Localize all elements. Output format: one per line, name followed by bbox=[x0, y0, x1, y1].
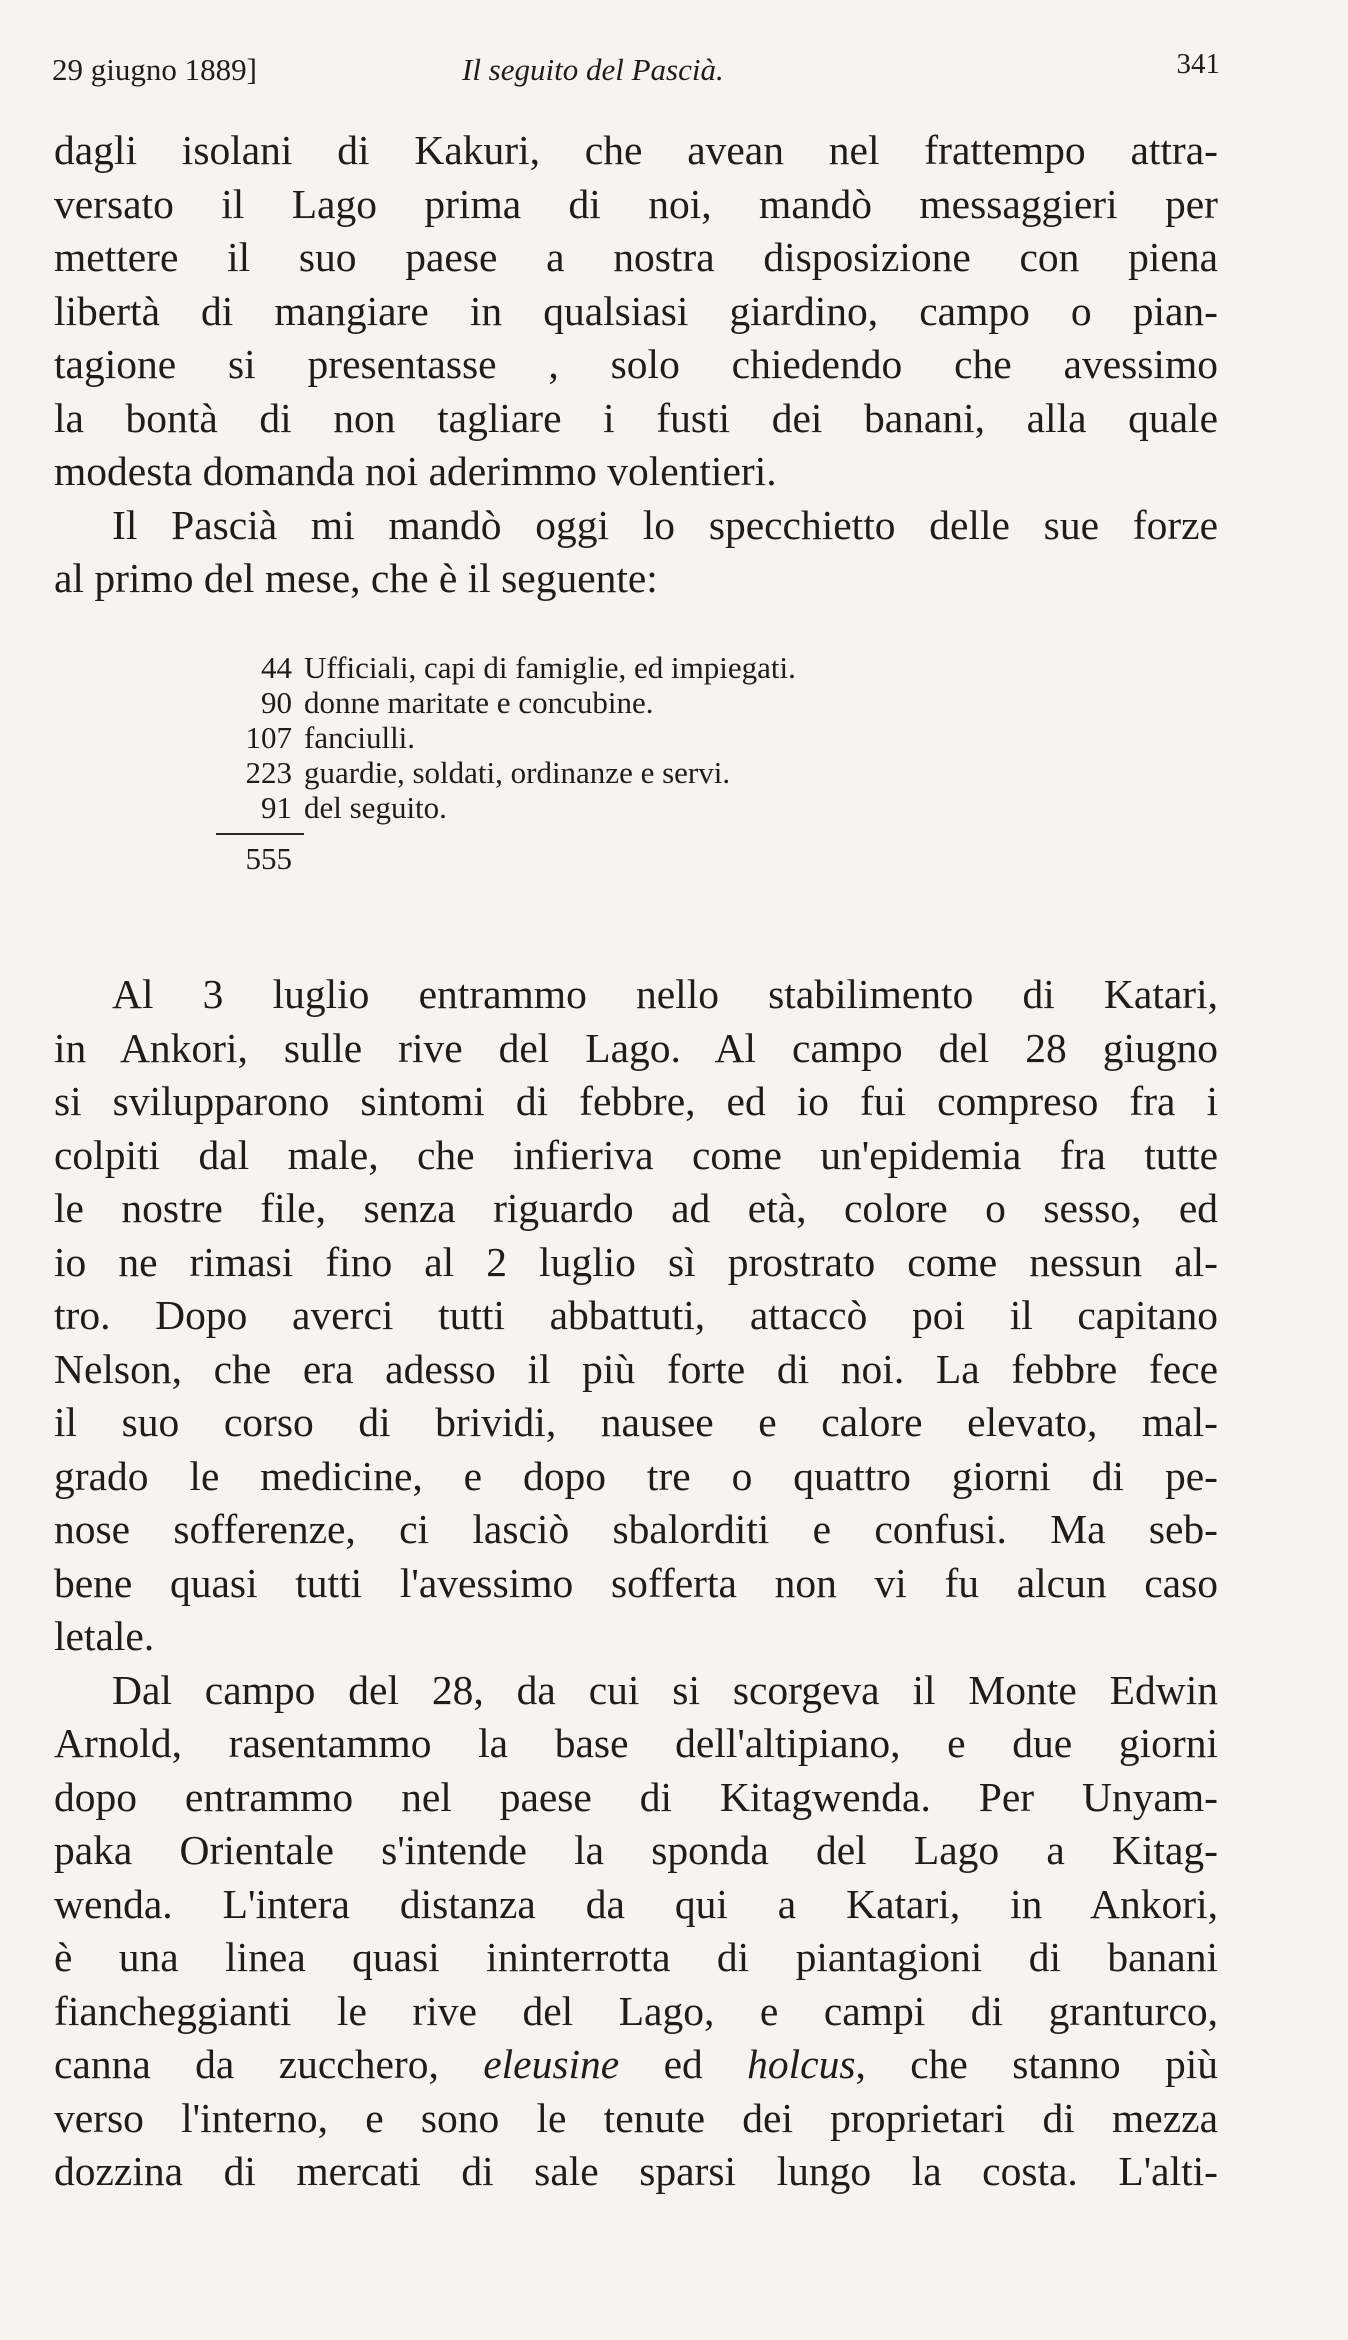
text-line: le nostre file, senza riguardo ad età, colore o sesso, ed bbox=[54, 1185, 1218, 1231]
text-line-with-italics bbox=[54, 2038, 1218, 2092]
text-line: modesta domanda noi aderimmo volentieri. bbox=[54, 448, 777, 494]
table-row bbox=[216, 720, 1036, 755]
text-line: Il Pascià mi mandò oggi lo specchietto delle sue forze bbox=[112, 501, 1218, 548]
text-line: io ne rimasi fino al 2 luglio sì prostrato come nessun al- bbox=[54, 1238, 1218, 1285]
text-line: il suo corso di brividi, nausee e calore elevato, mal- bbox=[54, 1399, 1218, 1445]
row-count: 44 bbox=[261, 650, 292, 685]
total-count: 555 bbox=[245, 841, 292, 876]
row-count: 223 bbox=[245, 755, 292, 790]
text-run: ed bbox=[619, 2041, 748, 2087]
text-line: Dal campo del 28, da cui si scorgeva il Monte Edwin bbox=[112, 1666, 1218, 1713]
text-line: Arnold, rasentammo la base dell'altipiano, e due giorni bbox=[54, 1720, 1218, 1766]
body-text-continued bbox=[54, 968, 1218, 2199]
row-description: Ufficiali, capi di famiglie, ed impiegati. bbox=[304, 650, 796, 685]
text-line: tagione si presentasse , solo chiedendo che avessimo bbox=[54, 341, 1218, 387]
row-description: fanciulli. bbox=[304, 720, 416, 755]
text-line: fiancheggianti le rive del Lago, e campi di granturco, bbox=[54, 1987, 1218, 2034]
text-line: versato il Lago prima di noi, mandò messaggieri per bbox=[54, 180, 1218, 227]
table-row bbox=[216, 650, 1036, 685]
text-line: è una linea quasi ininterrotta di piantagioni di banani bbox=[54, 1934, 1218, 1980]
table-total-row bbox=[216, 841, 1036, 881]
table-row bbox=[216, 755, 1036, 790]
row-description: del seguito. bbox=[304, 790, 447, 825]
italic-term: eleusine bbox=[483, 2041, 620, 2087]
text-line: nose sofferenze, ci lasciò sbalorditi e confusi. Ma seb- bbox=[54, 1506, 1218, 1552]
row-description: donne maritate e concubine. bbox=[304, 685, 654, 720]
page-number: 341 bbox=[1176, 48, 1220, 80]
header-date: 29 giugno 1889] bbox=[52, 52, 257, 87]
text-line: grado le medicine, e dopo tre o quattro giorni di pe- bbox=[54, 1452, 1218, 1499]
table-row bbox=[216, 685, 1036, 720]
text-run: , che stanno più bbox=[855, 2041, 1218, 2087]
running-head bbox=[52, 48, 1220, 96]
row-count: 91 bbox=[261, 790, 292, 825]
italic-term: holcus bbox=[747, 2041, 856, 2087]
text-line: libertà di mangiare in qualsiasi giardino, campo o pian- bbox=[54, 287, 1218, 334]
row-count: 90 bbox=[261, 685, 292, 720]
table-row bbox=[216, 790, 1036, 825]
text-line: la bontà di non tagliare i fusti dei banani, alla quale bbox=[54, 394, 1218, 441]
text-line: dozzina di mercati di sale sparsi lungo la costa. L'alti- bbox=[54, 2148, 1218, 2194]
text-line: letale. bbox=[54, 1613, 155, 1659]
row-description: guardie, soldati, ordinanze e servi. bbox=[304, 755, 731, 790]
text-line: colpiti dal male, che infieriva come un'epidemia fra tutte bbox=[54, 1131, 1218, 1178]
row-count: 107 bbox=[245, 720, 292, 755]
text-line: al primo del mese, che è il seguente: bbox=[54, 555, 658, 601]
header-title: Il seguito del Pascià. bbox=[462, 52, 724, 87]
text-line: verso l'interno, e sono le tenute dei proprietari di mezza bbox=[54, 2094, 1218, 2141]
text-run: canna da zucchero, bbox=[54, 2041, 484, 2087]
text-line: wenda. L'intera distanza da qui a Katari, in Ankori, bbox=[54, 1880, 1218, 1927]
text-line: tro. Dopo averci tutti abbattuti, attaccò poi il capitano bbox=[54, 1292, 1218, 1338]
body-text bbox=[54, 124, 1218, 606]
sum-rule bbox=[216, 833, 304, 835]
text-line: bene quasi tutti l'avessimo sofferta non vi fu alcun caso bbox=[54, 1559, 1218, 1606]
text-line: dagli isolani di Kakuri, che avean nel frattempo attra- bbox=[54, 127, 1218, 173]
text-line: mettere il suo paese a nostra disposizione con piena bbox=[54, 234, 1218, 280]
text-line: si svilupparono sintomi di febbre, ed io fui compreso fra i bbox=[54, 1078, 1218, 1124]
text-line: dopo entrammo nel paese di Kitagwenda. Per Unyam- bbox=[54, 1773, 1218, 1820]
text-line: in Ankori, sulle rive del Lago. Al campo del 28 giugno bbox=[54, 1024, 1218, 1071]
text-line: paka Orientale s'intende la sponda del Lago a Kitag- bbox=[54, 1827, 1218, 1873]
text-line: Nelson, che era adesso il più forte di noi. La febbre fece bbox=[54, 1345, 1218, 1392]
text-line: Al 3 luglio entrammo nello stabilimento di Katari, bbox=[112, 971, 1218, 1017]
forces-table bbox=[216, 650, 1036, 881]
